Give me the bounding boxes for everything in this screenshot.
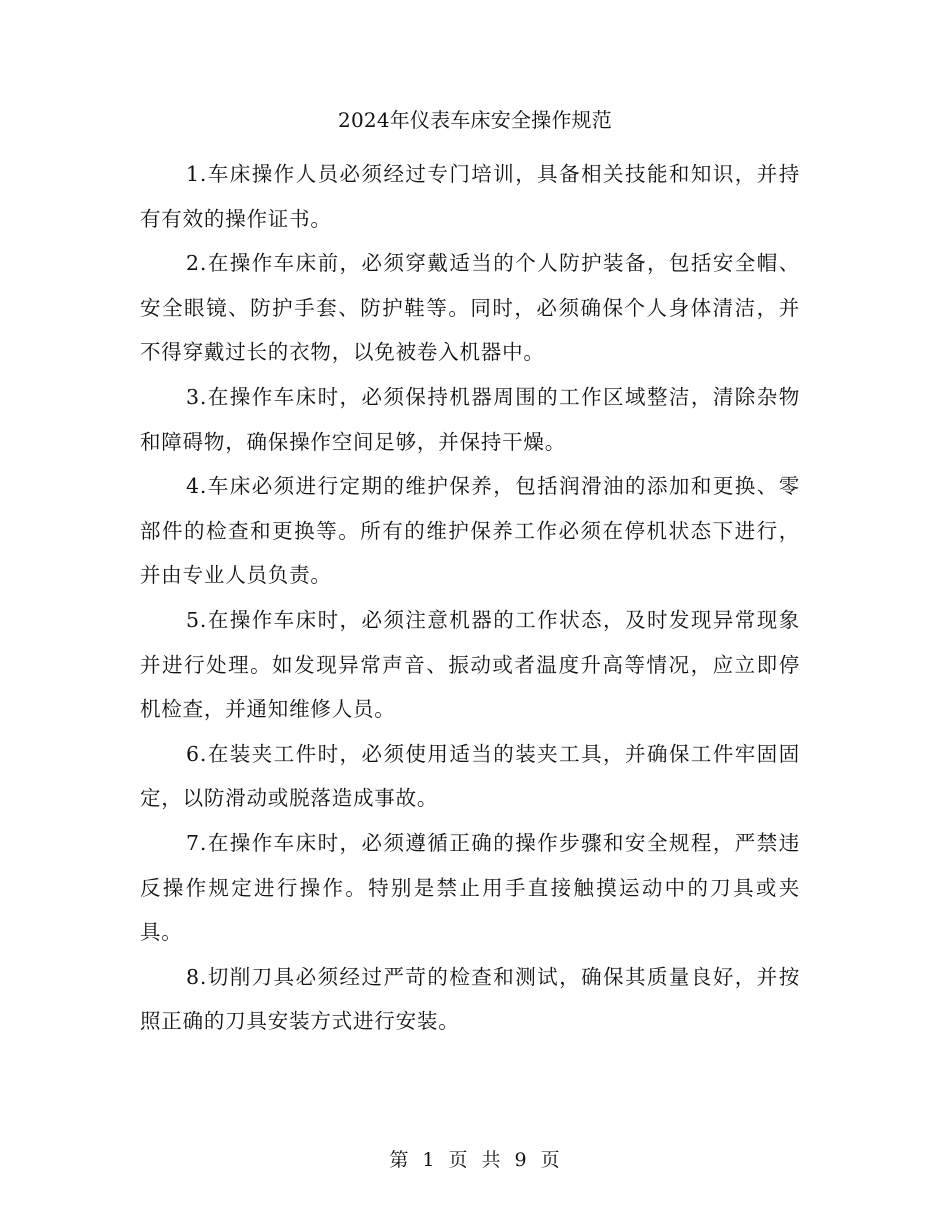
paragraph-1: 1.车床操作人员必须经过专门培训，具备相关技能和知识，并持有有效的操作证书。	[140, 162, 800, 231]
paragraph-4: 4.车床必须进行定期的维护保养，包括润滑油的添加和更换、零部件的检查和更换等。所有的维护保养工作必须在停机状态下进行，并由专业人员负责。	[140, 474, 800, 588]
document-title: 2024年仪表车床安全操作规范	[338, 108, 612, 132]
document-body	[140, 152, 800, 1044]
paragraph-8: 8.切削刀具必须经过严苛的检查和测试，确保其质量良好，并按照正确的刀具安装方式进行安装。	[140, 964, 800, 1034]
paragraph-5: 5.在操作车床时，必须注意机器的工作状态，及时发现异常现象并进行处理。如发现异常声音、振动或者温度升高等情况，应立即停机检查，并通知维修人员。	[140, 607, 800, 722]
paragraph-6: 6.在装夹工件时，必须使用适当的装夹工具，并确保工件牢固固定，以防滑动或脱落造成事故。	[140, 741, 800, 811]
paragraph-2: 2.在操作车床前，必须穿戴适当的个人防护装备，包括安全帽、安全眼镜、防护手套、防护鞋等。同时，必须确保个人身体清洁，并不得穿戴过长的衣物，以免被卷入机器中。	[140, 251, 800, 365]
paragraph-7: 7.在操作车床时，必须遵循正确的操作步骤和安全规程，严禁违反操作规定进行操作。特别是禁止用手直接触摸运动中的刀具或夹具。	[140, 830, 800, 945]
paragraph-3: 3.在操作车床时，必须保持机器周围的工作区域整洁，清除杂物和障碍物，确保操作空间足够，并保持干燥。	[140, 384, 800, 454]
page-footer: 第 1 页 共 9 页	[389, 1149, 561, 1171]
